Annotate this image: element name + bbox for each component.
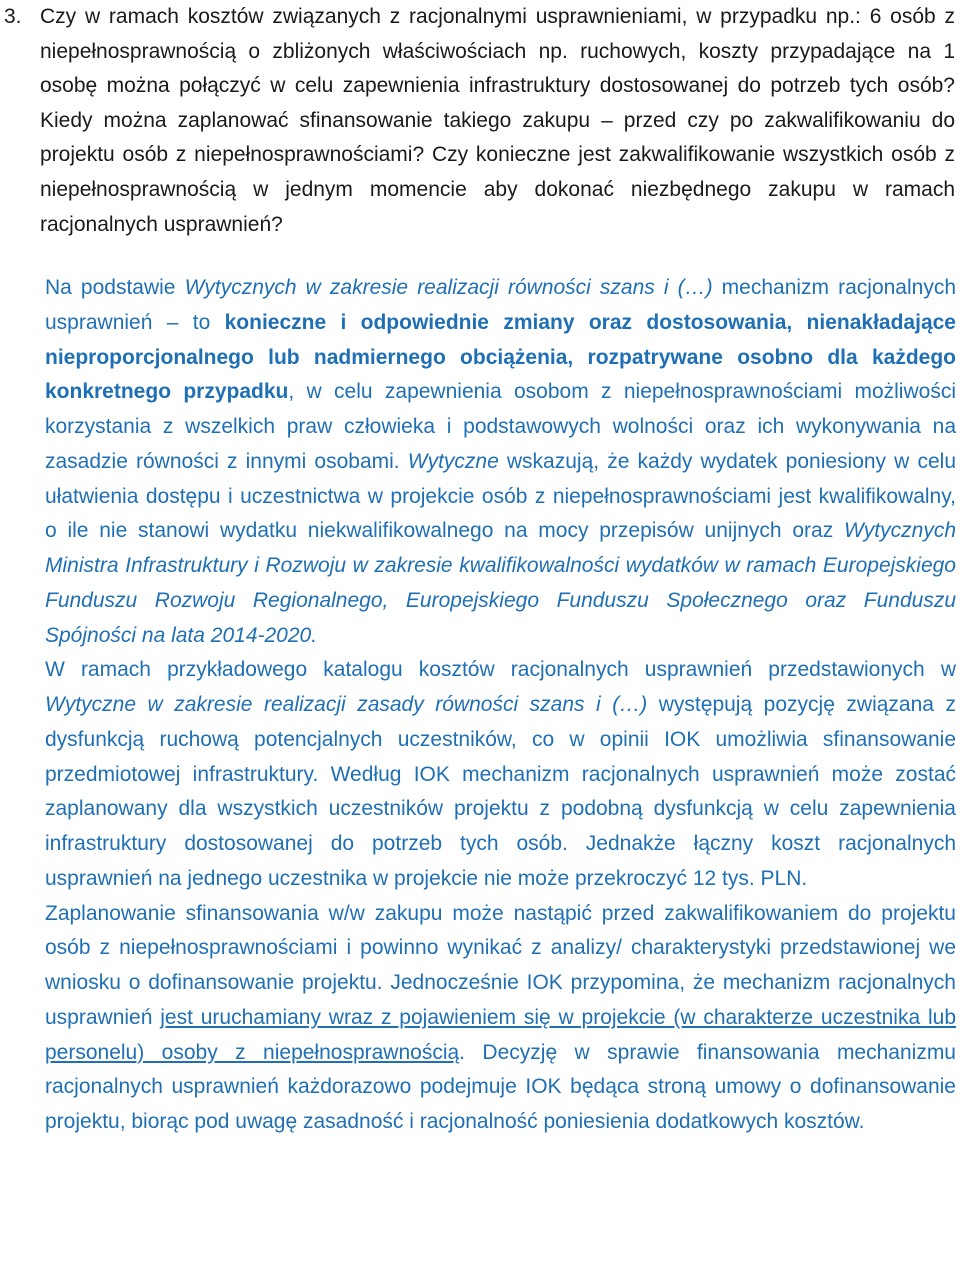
answer-text: występują pozycję związana z dysfunkcją ruchową potencjalnych uczestników, co w opinii IOK umożliwia sfinansowanie przedmiotowej infrastruktury. Według IOK mechanizm racjonalnych usprawnień może zostać zaplanowany dla wszystkich uczestników projektu z podobną dysfunkcją w celu zapewnienia infrastruktury dostosowanej do potrzeb tych osób. Jednakże łączny koszt racjonalnych usprawnień na jednego uczestnika w projekcie nie może przekroczyć 12 tys. PLN. xyxy=(45,693,956,890)
answer-paragraph-2 xyxy=(45,653,956,896)
definition-text: konieczne i odpowiednie zmiany oraz dostosowania, nienakładające nieproporcjonalnego lub nadmiernego obciążenia, rozpatrywane osobno dla każdego konkretnego przypadku xyxy=(45,310,956,404)
guidelines-title: Wytycznych w zakresie realizacji równości szans i (…) xyxy=(184,276,713,299)
question-text: Czy w ramach kosztów związanych z racjonalnymi usprawnieniami, w przypadku np.: 6 osób z niepełnosprawnością o zbliżonych właściwościach np. ruchowych, koszty przypadające na 1 osobę można połączyć w celu zapewnienia infrastruktury dostosowanej do potrzeb tych osób? Kiedy można zaplanować sfinansowanie takiego zakupu – przed czy po zakwalifikowaniu do projektu osób z niepełnosprawnościami? Czy konieczne jest zakwalifikowanie wszystkich osób z niepełnosprawnością w jednym momencie aby dokonać niezbędnego zakupu w ramach racjonalnych usprawnień? xyxy=(40,5,955,236)
answer-text: wskazują, że każdy wydatek poniesiony w celu ułatwienia dostępu i uczestnictwa w projekcie osób z niepełnosprawnościami jest kwalifikowalny, o ile nie stanowi wydatku niekwalifikowalnego na mocy przepisów unijnych oraz xyxy=(45,449,956,543)
answer-block xyxy=(45,271,956,1140)
guidelines-title: Wytyczne w zakresie realizacji zasady równości szans i (…) xyxy=(45,693,648,716)
guidelines-title: Wytyczne xyxy=(407,449,499,473)
question-block xyxy=(0,0,960,242)
underlined-text: jest uruchamiany wraz z pojawieniem się w projekcie (w charakterze uczestnika lub personelu) osoby z niepełnosprawnością xyxy=(45,1005,956,1064)
answer-text: W ramach przykładowego katalogu kosztów racjonalnych usprawnień przedstawionych w xyxy=(45,658,956,682)
answer-text: mechanizm racjonalnych usprawnień – to xyxy=(45,276,957,334)
answer-paragraph-1 xyxy=(45,271,956,653)
guidelines-title: Wytycznych Ministra Infrastruktury i Rozwoju w zakresie kwalifikowalności wydatków w ramach Europejskiego Funduszu Rozwoju Regionalnego, Europejskiego Funduszu Społecznego oraz Funduszu Spójności na lata 2014-2020. xyxy=(45,519,956,647)
answer-text: , w celu zapewnienia osobom z niepełnosprawnościami możliwości korzystania z wszelkich praw człowieka i podstawowych wolności oraz ich wykonywania na zasadzie równości z innymi osobami. xyxy=(45,380,956,473)
answer-text: Na podstawie xyxy=(45,276,185,299)
answer-paragraph-3 xyxy=(45,897,956,1140)
question-number: 3. xyxy=(4,5,22,28)
answer-text: Zaplanowanie sfinansowania w/w zakupu może nastąpić przed zakwalifikowaniem do projektu osób z niepełnosprawnościami i powinno wynikać z analizy/ charakterystyki przedstawionej we wniosku o dofinansowanie projektu. Jednocześnie IOK przypomina, że mechanizm racjonalnych usprawnień xyxy=(45,901,956,1029)
answer-text: . Decyzję w sprawie finansowania mechanizmu racjonalnych usprawnień każdorazowo podejmuje IOK będąca stroną umowy o dofinansowanie projektu, biorąc pod uwagę zasadność i racjonalność poniesienia dodatkowych kosztów. xyxy=(45,1040,956,1133)
